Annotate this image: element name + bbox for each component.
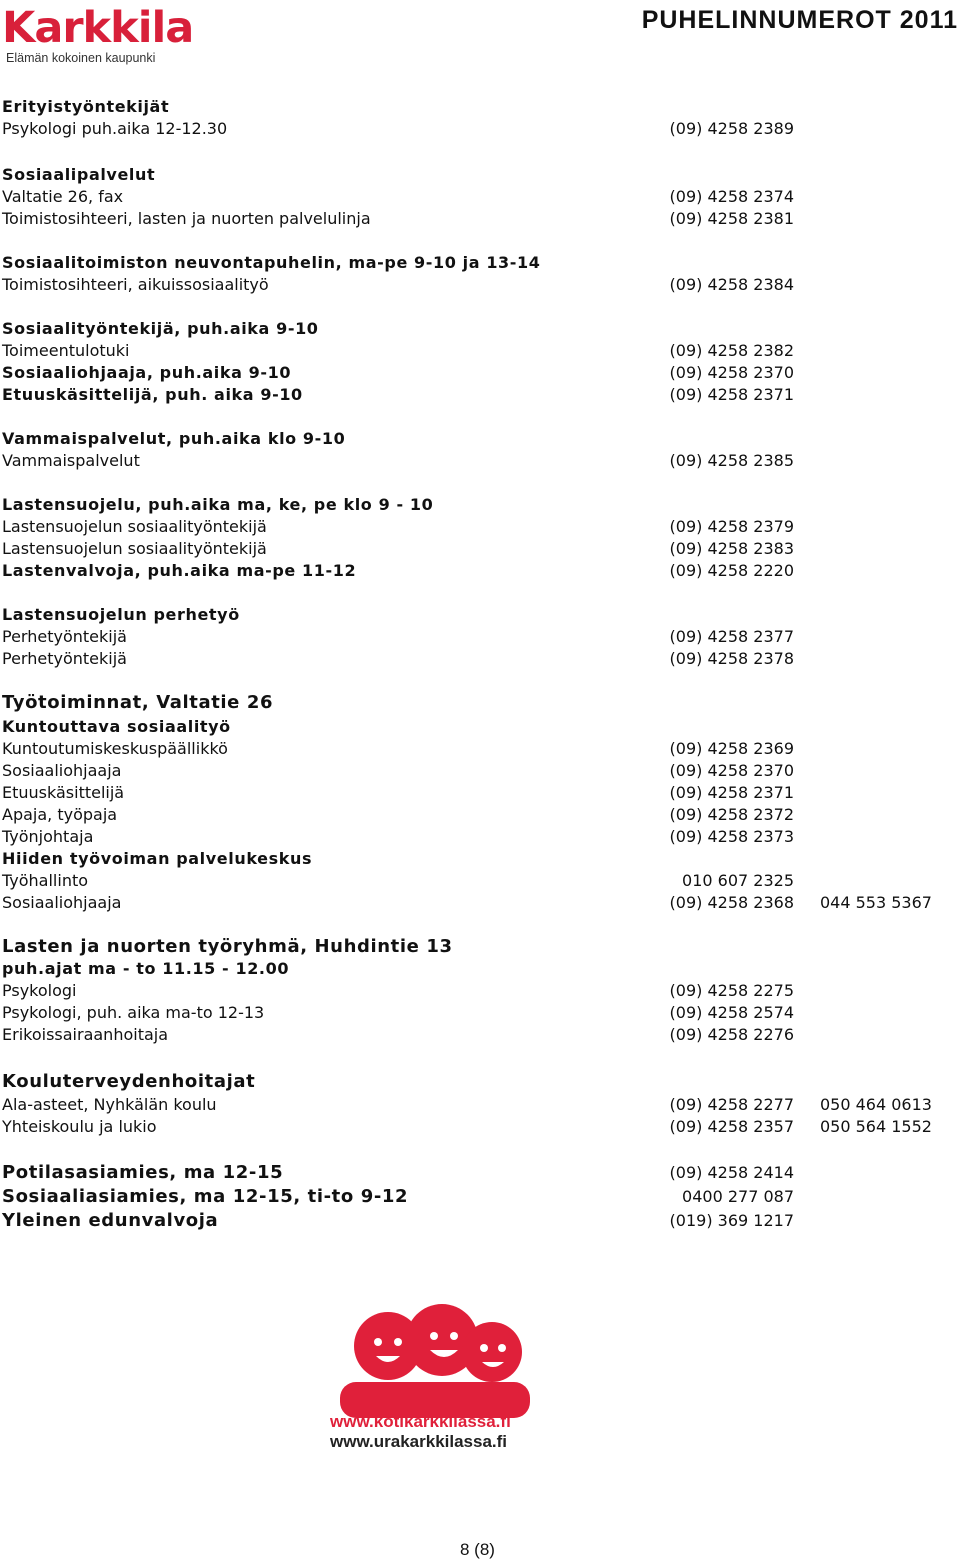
directory-row [2, 428, 960, 450]
directory-row [2, 450, 960, 472]
entry-label: Etuuskäsittelijä [2, 783, 125, 802]
directory-row [2, 980, 960, 1002]
directory-row [2, 252, 960, 274]
directory-row [2, 826, 960, 848]
section-heading: Yleinen edunvalvoja [2, 1210, 219, 1231]
phone-number: (09) 4258 2371 [669, 783, 794, 802]
directory-row [2, 96, 960, 118]
entry-label: Psykologi, puh. aika ma-to 12-13 [2, 1003, 265, 1022]
directory-row [2, 1094, 960, 1116]
phone-number: (09) 4258 2381 [669, 209, 794, 228]
entry-label: Työnjohtaja [2, 827, 94, 846]
phone-number: (09) 4258 2371 [669, 385, 794, 404]
phone-number: (09) 4258 2574 [669, 1003, 794, 1022]
phone-number: (09) 4258 2277 [669, 1095, 794, 1114]
phone-number: 010 607 2325 [682, 871, 794, 890]
directory-row [2, 538, 960, 560]
directory-row [2, 340, 960, 362]
section-heading: Lasten ja nuorten työryhmä, Huhdintie 13 [2, 936, 453, 957]
phone-number: (09) 4258 2384 [669, 275, 794, 294]
directory-row [2, 208, 960, 230]
directory-row [2, 1186, 960, 1208]
directory-row [2, 1162, 960, 1184]
directory-row [2, 118, 960, 140]
directory-row [2, 892, 960, 914]
mobile-number: 044 553 5367 [820, 893, 932, 912]
directory-row [2, 958, 960, 980]
directory-row [2, 1116, 960, 1138]
section-heading: Sosiaalipalvelut [2, 165, 156, 184]
entry-label: Toimistosihteeri, lasten ja nuorten palvelulinja [2, 209, 371, 228]
directory-row [2, 692, 960, 714]
phone-number: (09) 4258 2275 [669, 981, 794, 1000]
section-heading: Sosiaaliasiamies, ma 12-15, ti-to 9-12 [2, 1186, 409, 1207]
directory-row [2, 648, 960, 670]
directory-row [2, 716, 960, 738]
section-heading: Kouluterveydenhoitajat [2, 1071, 256, 1092]
mobile-number: 050 564 1552 [820, 1117, 932, 1136]
section-heading: Sosiaaliohjaaja, puh.aika 9-10 [2, 363, 292, 382]
directory-row [2, 626, 960, 648]
section-heading: Hiiden työvoiman palvelukeskus [2, 849, 313, 868]
entry-label: Yhteiskoulu ja lukio [2, 1117, 157, 1136]
phone-number: (09) 4258 2373 [669, 827, 794, 846]
section-heading: Lastenvalvoja, puh.aika ma-pe 11-12 [2, 561, 357, 580]
mobile-number: 050 464 0613 [820, 1095, 932, 1114]
phone-number: (09) 4258 2276 [669, 1025, 794, 1044]
directory-row [2, 848, 960, 870]
directory-row [2, 782, 960, 804]
url-urakarkkilassa[interactable]: www.urakarkkilassa.fi [330, 1432, 508, 1451]
url-kotikarkkilassa[interactable]: www.kotikarkkilassa.fi [330, 1412, 511, 1431]
section-heading: Sosiaalitoimiston neuvontapuhelin, ma-pe 9-10 ja 13-14 [2, 253, 541, 272]
logo-tagline: Elämän kokoinen kaupunki [6, 51, 156, 65]
directory-row [2, 274, 960, 296]
directory-row [2, 384, 960, 406]
entry-label: Kuntoutumiskeskuspäällikkö [2, 739, 228, 758]
directory-row [2, 186, 960, 208]
entry-label: Psykologi [2, 981, 77, 1000]
section-heading: Työtoiminnat, Valtatie 26 [2, 692, 274, 713]
section-heading: Kuntouttava sosiaalityö [2, 717, 231, 736]
section-heading: Erityistyöntekijät [2, 97, 170, 116]
phone-number: (09) 4258 2220 [669, 561, 794, 580]
entry-label: Lastensuojelun sosiaalityöntekijä [2, 517, 267, 536]
logo-wordmark: Karkkila [2, 3, 194, 53]
section-heading: puh.ajat ma - to 11.15 - 12.00 [2, 959, 290, 978]
directory-row [2, 1002, 960, 1024]
phone-number: (019) 369 1217 [669, 1211, 794, 1230]
directory-row [2, 760, 960, 782]
phone-number: (09) 4258 2382 [669, 341, 794, 360]
phone-number: (09) 4258 2383 [669, 539, 794, 558]
phone-number: (09) 4258 2378 [669, 649, 794, 668]
phone-number: (09) 4258 2389 [669, 119, 794, 138]
phone-number: (09) 4258 2385 [669, 451, 794, 470]
entry-label: Työhallinto [2, 871, 89, 890]
entry-label: Sosiaaliohjaaja [2, 761, 122, 780]
phone-number: (09) 4258 2368 [669, 893, 794, 912]
directory-row [2, 1071, 960, 1093]
phone-number: (09) 4258 2374 [669, 187, 794, 206]
entry-label: Perhetyöntekijä [2, 627, 127, 646]
section-heading: Vammaispalvelut, puh.aika klo 9-10 [2, 429, 346, 448]
directory-row [2, 318, 960, 340]
page-number: 8 (8) [460, 1540, 495, 1559]
entry-label: Lastensuojelun sosiaalityöntekijä [2, 539, 267, 558]
section-heading: Lastensuojelu, puh.aika ma, ke, pe klo 9 - 10 [2, 495, 434, 514]
phone-number: (09) 4258 2370 [669, 363, 794, 382]
directory-row [2, 516, 960, 538]
entry-label: Ala-asteet, Nyhkälän koulu [2, 1095, 217, 1114]
phone-number: (09) 4258 2379 [669, 517, 794, 536]
directory-row [2, 604, 960, 626]
entry-label: Toimeentulotuki [2, 341, 130, 360]
directory-row [2, 804, 960, 826]
phone-number: 0400 277 087 [682, 1187, 794, 1206]
phone-number: (09) 4258 2370 [669, 761, 794, 780]
entry-label: Perhetyöntekijä [2, 649, 127, 668]
directory-row [2, 494, 960, 516]
directory-row [2, 362, 960, 384]
phone-number: (09) 4258 2372 [669, 805, 794, 824]
entry-label: Sosiaaliohjaaja [2, 893, 122, 912]
entry-label: Valtatie 26, fax [2, 187, 124, 206]
entry-label: Erikoissairaanhoitaja [2, 1025, 169, 1044]
section-heading: Sosiaalityöntekijä, puh.aika 9-10 [2, 319, 319, 338]
section-heading: Potilasasiamies, ma 12-15 [2, 1162, 284, 1183]
section-heading: Etuuskäsittelijä, puh. aika 9-10 [2, 385, 303, 404]
phone-number: (09) 4258 2357 [669, 1117, 794, 1136]
directory-row [2, 1210, 960, 1232]
phone-number: (09) 4258 2377 [669, 627, 794, 646]
directory-row [2, 936, 960, 958]
directory-row [2, 1024, 960, 1046]
phone-number: (09) 4258 2414 [669, 1163, 794, 1182]
entry-label: Toimistosihteeri, aikuissosiaalityö [2, 275, 269, 294]
directory-row [2, 164, 960, 186]
phone-number: (09) 4258 2369 [669, 739, 794, 758]
page-title: PUHELINNUMEROT 2011 [641, 6, 958, 34]
directory-row [2, 870, 960, 892]
directory-row [2, 738, 960, 760]
karkkila-logo [2, 3, 194, 66]
entry-label: Psykologi puh.aika 12-12.30 [2, 119, 228, 138]
entry-label: Apaja, työpaja [2, 805, 118, 824]
directory-row [2, 560, 960, 582]
section-heading: Lastensuojelun perhetyö [2, 605, 240, 624]
entry-label: Vammaispalvelut [2, 451, 140, 470]
